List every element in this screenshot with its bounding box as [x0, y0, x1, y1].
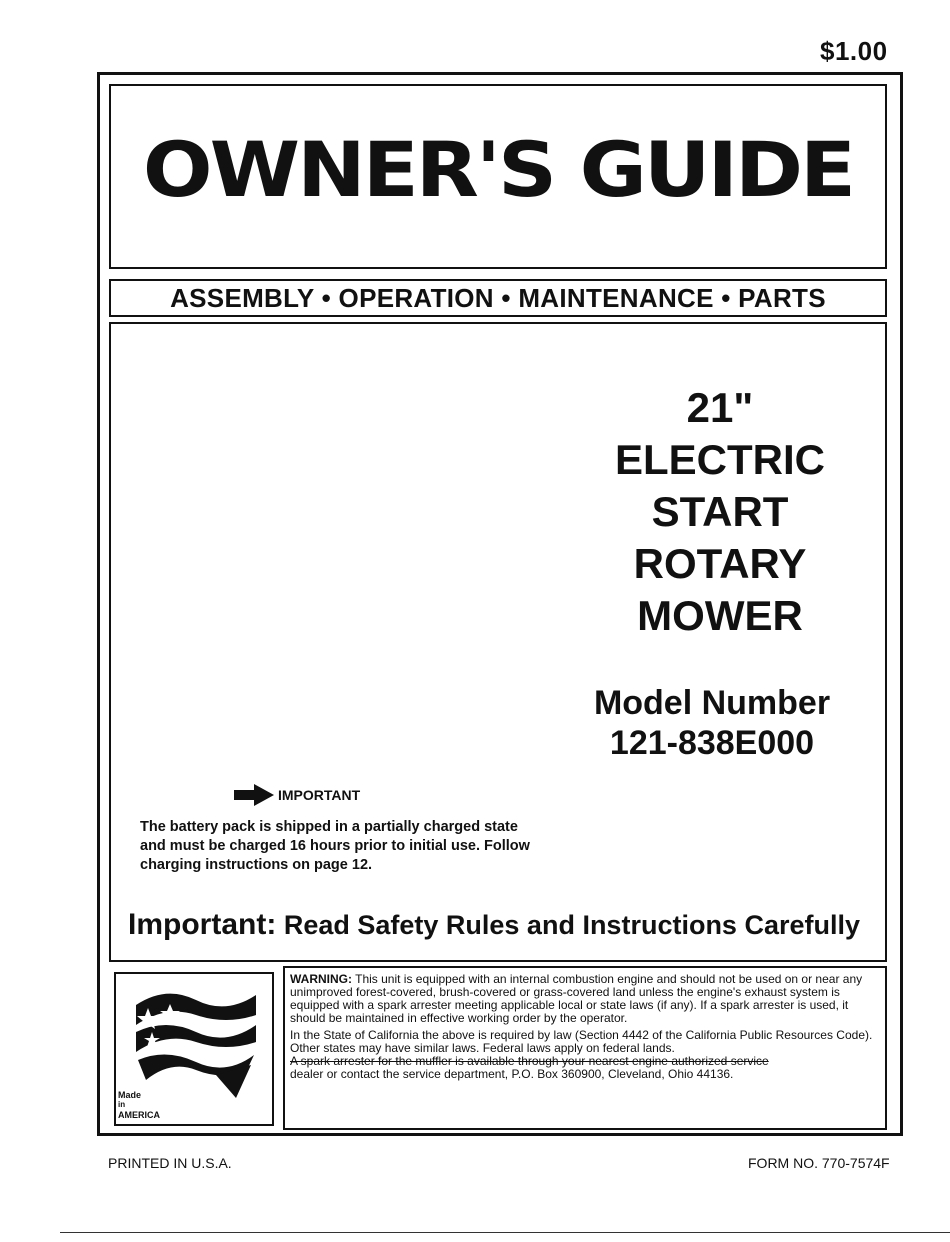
form-number: FORM NO. 770-7574F — [748, 1155, 890, 1171]
battery-notice: The battery pack is shipped in a partially charged state and must be charged 16 hours prior to initial use. Follow charging instructions on page 12. — [140, 819, 530, 873]
made-in-text — [118, 1090, 160, 1120]
made-line: Made — [118, 1090, 142, 1100]
model-label: Model Number — [593, 684, 831, 722]
flag-icon — [126, 980, 266, 1100]
spark-arrester-text: A spark arrester for the muffler is available through your nearest engine authorized service — [290, 1054, 769, 1068]
in-line: in — [118, 1100, 126, 1109]
product-size: 21" — [686, 384, 754, 431]
page-title: OWNER'S GUIDE — [142, 126, 854, 215]
warning-label: WARNING: — [290, 972, 352, 986]
important-note — [234, 784, 360, 806]
contact-text: dealer or contact the service department, P.O. Box 360900, Cleveland, Ohio 44136. — [290, 1067, 734, 1081]
price-label: $1.00 — [820, 36, 888, 66]
bottom-divider — [60, 1232, 950, 1233]
product-line-rotary: ROTARY — [633, 540, 807, 587]
product-line-mower: MOWER — [637, 592, 803, 639]
subtitle-banner: ASSEMBLY • OPERATION • MAINTENANCE • PARTS — [109, 279, 887, 317]
product-name — [560, 382, 880, 642]
important-label: IMPORTANT — [278, 787, 361, 803]
america-line: AMERICA — [118, 1110, 160, 1120]
product-line-start: START — [651, 488, 789, 535]
printed-label: PRINTED IN U.S.A. — [108, 1155, 232, 1171]
california-text: In the State of California the above is required by law (Section 4442 of the California Public Resources Code). Other states may have similar laws. Federal laws apply on federal lands. — [290, 1028, 873, 1055]
safety-heading — [128, 908, 888, 942]
arrow-right-icon — [234, 784, 274, 806]
warning-block — [290, 973, 882, 1081]
model-number: 121-838E000 — [609, 724, 815, 762]
safety-text: Read Safety Rules and Instructions Carefully — [283, 910, 860, 940]
product-line-electric: ELECTRIC — [615, 436, 825, 483]
safety-label: Important: — [128, 908, 277, 941]
warning-text: This unit is equipped with an internal combustion engine and should not be used on or near any unimproved forest-covered, brush-covered or grass-covered land unless the engine's exhaust system is equipped with a spark arrester meeting applicable local or state laws (if any). If a spark arrester is used, it should be maintained in effective working order by the operator. — [290, 972, 863, 1025]
